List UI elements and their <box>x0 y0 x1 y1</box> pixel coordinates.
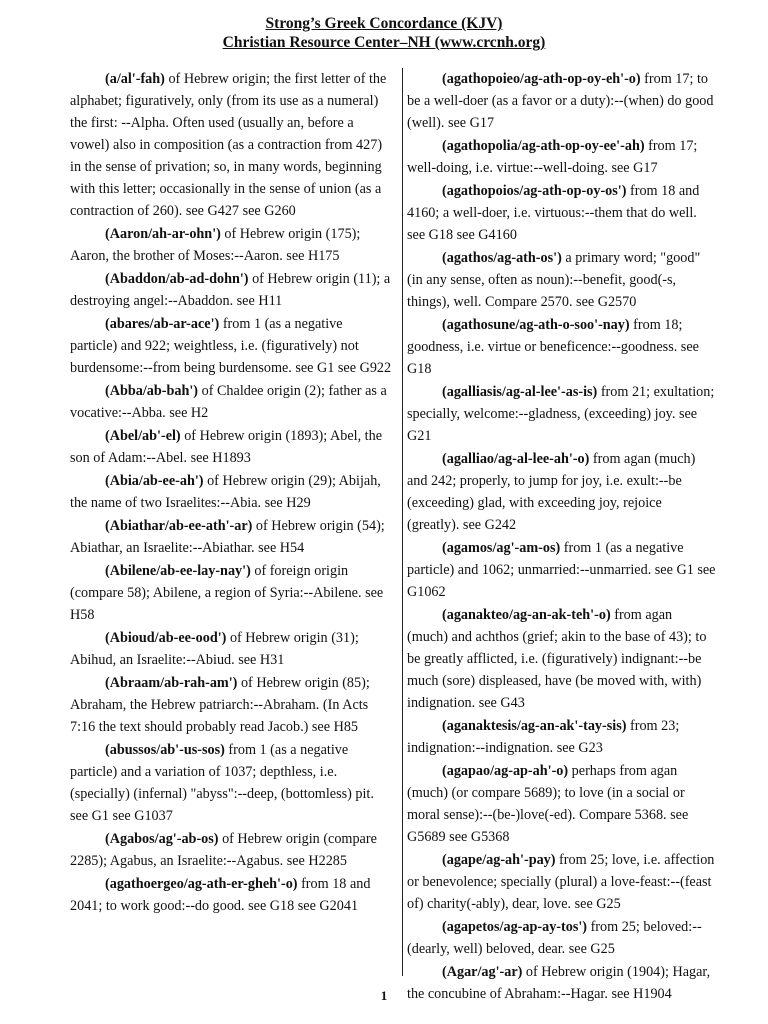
entry-headword: (agathos/ag-ath-os') <box>442 250 562 266</box>
entry-definition: from 25; love, i.e. affection or benevolence; specially (plural) a love-feast:--(feast of) charity(-ably), dear, love. see G25 <box>407 852 715 912</box>
entry-headword: (agathoergeo/ag-ath-er-gheh'-o) <box>105 876 298 892</box>
entry-headword: (aganaktesis/ag-an-ak'-tay-sis) <box>442 718 627 734</box>
entry-definition: from 17; well-doing, i.e. virtue:--well-doing. see G17 <box>407 138 698 176</box>
entry-headword: (Abraam/ab-rah-am') <box>105 675 238 691</box>
concordance-entry <box>407 135 716 179</box>
entry-headword: (Agar/ag'-ar) <box>442 964 523 980</box>
concordance-entry <box>70 380 392 424</box>
entry-definition: of Hebrew origin; the first letter of the alphabet; figuratively, only (from its use as a numeral) the first: --Alpha. Often used (usually an, before a vowel) also in composition (as a contraction from 427) in the sense of privation; so, in many words, beginning with this letter; occasionally in the sense of union (as a contraction of 260). see G427 see G260 <box>70 71 387 219</box>
page-number: 1 <box>380 988 388 1003</box>
entry-headword: (abussos/ab'-us-sos) <box>105 742 225 758</box>
concordance-entry <box>70 470 392 514</box>
concordance-entry <box>407 247 716 313</box>
entry-headword: (aganakteo/ag-an-ak-teh'-o) <box>442 607 611 623</box>
concordance-entry <box>70 627 392 671</box>
entry-headword: (agalliasis/ag-al-lee'-as-is) <box>442 384 598 400</box>
concordance-entry <box>70 739 392 827</box>
concordance-columns <box>68 68 716 1002</box>
left-column <box>70 68 392 974</box>
entry-headword: (agathosune/ag-ath-o-soo'-nay) <box>442 317 630 333</box>
entry-definition: of Chaldee origin (2); father as a vocative:--Abba. see H2 <box>70 383 387 421</box>
entry-headword: (a/al'-fah) <box>105 71 165 87</box>
concordance-entry <box>70 560 392 626</box>
entry-definition: from 18; goodness, i.e. virtue or beneficence:--goodness. see G18 <box>407 317 699 377</box>
entry-headword: (Abilene/ab-ee-lay-nay') <box>105 563 251 579</box>
entry-definition: of Hebrew origin (29); Abijah, the name of two Israelites:--Abia. see H29 <box>70 473 381 511</box>
concordance-entry <box>407 715 716 759</box>
entry-headword: (abares/ab-ar-ace') <box>105 316 220 332</box>
concordance-entry <box>407 448 716 536</box>
concordance-entry <box>70 313 392 379</box>
concordance-entry <box>407 849 716 915</box>
concordance-entry <box>70 223 392 267</box>
concordance-entry <box>407 314 716 380</box>
entry-headword: (agalliao/ag-al-lee-ah'-o) <box>442 451 590 467</box>
entry-definition: of Hebrew origin (54); Abiathar, an Israelite:--Abiathar. see H54 <box>70 518 385 556</box>
entry-definition: from 21; exultation; specially, welcome:--gladness, (exceeding) joy. see G21 <box>407 384 715 444</box>
page-header <box>0 14 768 52</box>
page-subtitle: Christian Resource Center–NH (www.crcnh.org) <box>222 34 546 51</box>
page-title: Strong’s Greek Concordance (KJV) <box>265 15 503 32</box>
entry-definition: of Hebrew origin (1893); Abel, the son of Adam:--Abel. see H1893 <box>70 428 382 466</box>
column-divider <box>402 68 403 976</box>
entry-definition: of Hebrew origin (compare 2285); Agabus, an Israelite:--Agabus. see H2285 <box>70 831 377 869</box>
entry-definition: from 23; indignation:--indignation. see G23 <box>407 718 680 756</box>
entry-headword: (Abia/ab-ee-ah') <box>105 473 204 489</box>
concordance-entry <box>407 68 716 134</box>
entry-headword: (agathopoieo/ag-ath-op-oy-eh'-o) <box>442 71 641 87</box>
entry-definition: from 17; to be a well-doer (as a favor or a duty):--(when) do good (well). see G17 <box>407 71 714 131</box>
entry-definition: from agan (much) and achthos (grief; akin to the base of 43); to be greatly afflicted, i.e. (figuratively) indignant:--be much (sore) displeased, have (be moved with, with) indignation. see G43 <box>407 607 707 711</box>
concordance-entry <box>407 604 716 714</box>
entry-headword: (agape/ag-ah'-pay) <box>442 852 556 868</box>
entry-headword: (Abel/ab'-el) <box>105 428 181 444</box>
concordance-entry <box>407 916 716 960</box>
concordance-entry <box>70 873 392 917</box>
entry-headword: (agapetos/ag-ap-ay-tos') <box>442 919 588 935</box>
concordance-entry <box>70 68 392 222</box>
entry-definition: of Hebrew origin (1904); Hagar, the concubine of Abraham:--Hagar. see H1904 <box>407 964 711 1002</box>
entry-definition: a primary word; "good" (in any sense, often as noun):--benefit, good(-s, things), well. Compare 2570. see G2570 <box>407 250 701 310</box>
entry-definition: of Hebrew origin (175); Aaron, the brother of Moses:--Aaron. see H175 <box>70 226 361 264</box>
concordance-entry <box>407 537 716 603</box>
entry-headword: (agapao/ag-ap-ah'-o) <box>442 763 569 779</box>
entry-definition: of Hebrew origin (85); Abraham, the Hebrew patriarch:--Abraham. (In Acts 7:16 the text should probably read Jacob.) see H85 <box>70 675 370 735</box>
entry-headword: (agathopoios/ag-ath-op-oy-os') <box>442 183 627 199</box>
concordance-entry <box>407 381 716 447</box>
concordance-entry <box>407 180 716 246</box>
concordance-entry <box>70 425 392 469</box>
entry-headword: (Abaddon/ab-ad-dohn') <box>105 271 249 287</box>
entry-definition: from 18 and 4160; a well-doer, i.e. virtuous:--them that do well. see G18 see G4160 <box>407 183 700 243</box>
entry-definition: from 1 (as a negative particle) and a variation of 1037; depthless, i.e. (specially) (infernal) "abyss":--deep, (bottomless) pit. see G1 see G1037 <box>70 742 374 824</box>
entry-definition: from 1 (as a negative particle) and 922; weightless, i.e. (figuratively) not burdensome:--from being burdensome. see G1 see G922 <box>70 316 392 376</box>
entry-headword: (Abba/ab-bah') <box>105 383 199 399</box>
entry-definition: of Hebrew origin (31); Abihud, an Israelite:--Abiud. see H31 <box>70 630 359 668</box>
concordance-entry <box>70 672 392 738</box>
concordance-entry <box>407 760 716 848</box>
entry-definition: from 25; beloved:--(dearly, well) beloved, dear. see G25 <box>407 919 702 957</box>
entry-headword: (Aaron/ah-ar-ohn') <box>105 226 221 242</box>
entry-headword: (agamos/ag'-am-os) <box>442 540 561 556</box>
concordance-entry <box>70 268 392 312</box>
entry-headword: (Abiathar/ab-ee-ath'-ar) <box>105 518 253 534</box>
entry-headword: (Agabos/ag'-ab-os) <box>105 831 219 847</box>
concordance-entry <box>70 515 392 559</box>
concordance-entry <box>70 828 392 872</box>
entry-definition: from 18 and 2041; to work good:--do good. see G18 see G2041 <box>70 876 371 914</box>
entry-headword: (agathopolia/ag-ath-op-oy-ee'-ah) <box>442 138 645 154</box>
entry-definition: perhaps from agan (much) (or compare 5689); to love (in a social or moral sense):--(be-)love(-ed). Compare 5368. see G5689 see G5368 <box>407 763 689 845</box>
entry-headword: (Abioud/ab-ee-ood') <box>105 630 227 646</box>
entry-definition: from agan (much) and 242; properly, to jump for joy, i.e. exult:--be (exceeding) glad, with exceeding joy, rejoice (greatly). see G242 <box>407 451 696 533</box>
entry-definition: of Hebrew origin (11); a destroying angel:--Abaddon. see H11 <box>70 271 391 309</box>
right-column <box>407 68 716 1002</box>
entry-definition: from 1 (as a negative particle) and 1062; unmarried:--unmarried. see G1 see G1062 <box>407 540 716 600</box>
entry-definition: of foreign origin (compare 58); Abilene, a region of Syria:--Abilene. see H58 <box>70 563 384 623</box>
